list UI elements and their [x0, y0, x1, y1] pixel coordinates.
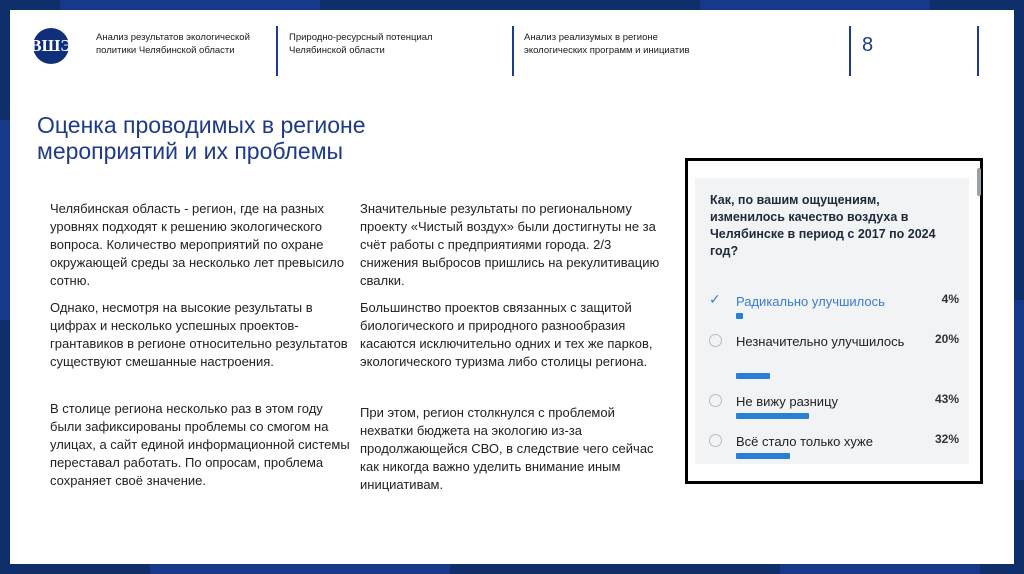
page-number: 8 — [862, 34, 874, 56]
poll-option-percent: 43% — [934, 392, 959, 406]
poll-option-percent: 20% — [934, 332, 959, 346]
poll-option-label: Не вижу разницу — [736, 394, 839, 409]
left-paragraph-3: В столице региона несколько раз в этом году были зафиксированы проблемы со смогом на улицах, а сайт единой информационной системы переставал работать. По опросам, проблема сохраняет своё значение. — [50, 401, 350, 488]
nav-divider — [276, 26, 278, 76]
frame-band-top-left — [60, 0, 320, 10]
poll-scrollbar[interactable] — [977, 168, 981, 196]
poll-card — [695, 178, 969, 464]
poll-option-label: Незначительно улучшилось — [736, 334, 905, 349]
radio-circle-icon — [709, 334, 722, 347]
frame-band-bottom-left — [150, 564, 450, 574]
left-paragraph-2: Однако, несмотря на высокие результаты в цифрах и несколько успешных проектов-грантавиков в регионе относительно результатов существуют смешанные настроения. — [50, 300, 348, 369]
poll-option-percent: 32% — [934, 432, 959, 446]
poll-option-bar — [736, 313, 743, 319]
nav-divider — [512, 26, 514, 76]
poll-option-bar — [736, 373, 770, 379]
right-paragraph-1: Значительные результаты по региональному проекту «Чистый воздух» были достигнуты не за счёт работы с предприятиями города. 2/3 снижения выбросов пришлись на рекулитивацию свалки. — [360, 201, 660, 288]
radio-circle-icon — [709, 434, 722, 447]
right-paragraph-3: При этом, регион столкнулся с проблемой нехватки бюджета на экологию из-за продолжающейся СВО, в следствие чего сейчас как никогда важно уделить внимание иным инициативам. — [360, 405, 654, 492]
right-paragraph-2: Большинство проектов связанных с защитой биологического и природного разнообразия касаются исключительно одних и тех же парков, экологического туризма либо столицы региона. — [360, 300, 653, 369]
nav-divider — [849, 26, 851, 76]
poll-option-label: Всё стало только хуже — [736, 434, 873, 449]
poll-option-percent: 4% — [941, 292, 959, 306]
radio-circle-icon — [709, 394, 722, 407]
page-title: Оценка проводимых в регионе мероприятий и их проблемы — [37, 112, 366, 164]
frame-band-left — [0, 120, 10, 320]
poll-option-radically-improved[interactable] — [709, 292, 959, 320]
left-paragraph-1: Челябинская область - регион, где на разных уровнях подходят к решению экологического вопроса. Количество мероприятий по охране окружающей среды за несколько лет превысило сотню. — [50, 201, 345, 288]
poll-option-no-difference[interactable] — [709, 392, 959, 420]
poll-option-got-worse[interactable] — [709, 432, 959, 460]
nav-item-ecology-policy[interactable]: Анализ результатов экологической политики Челябинской области — [96, 32, 250, 56]
poll-option-bar — [736, 453, 790, 459]
hse-logo[interactable]: ВШЭ — [33, 28, 69, 64]
poll-option-label: Радикально улучшилось — [736, 294, 885, 309]
poll-question: Как, по вашим ощущениям, изменилось качество воздуха в Челябинске в период с 2017 по 2024 год? — [710, 193, 936, 258]
poll-option-slightly-improved[interactable] — [709, 332, 959, 380]
nav-item-natural-resources[interactable]: Природно-ресурсный потенциал Челябинской области — [289, 32, 433, 56]
nav-divider — [977, 26, 979, 76]
frame-band-bottom-right — [780, 564, 980, 574]
frame-band-right — [1014, 300, 1024, 480]
nav-item-programs-analysis[interactable]: Анализ реализумых в регионе экологических программ и инициатив — [524, 32, 690, 56]
checkmark-icon: ✓ — [709, 291, 721, 307]
poll-option-bar — [736, 413, 809, 419]
frame-band-top-right — [700, 0, 930, 10]
